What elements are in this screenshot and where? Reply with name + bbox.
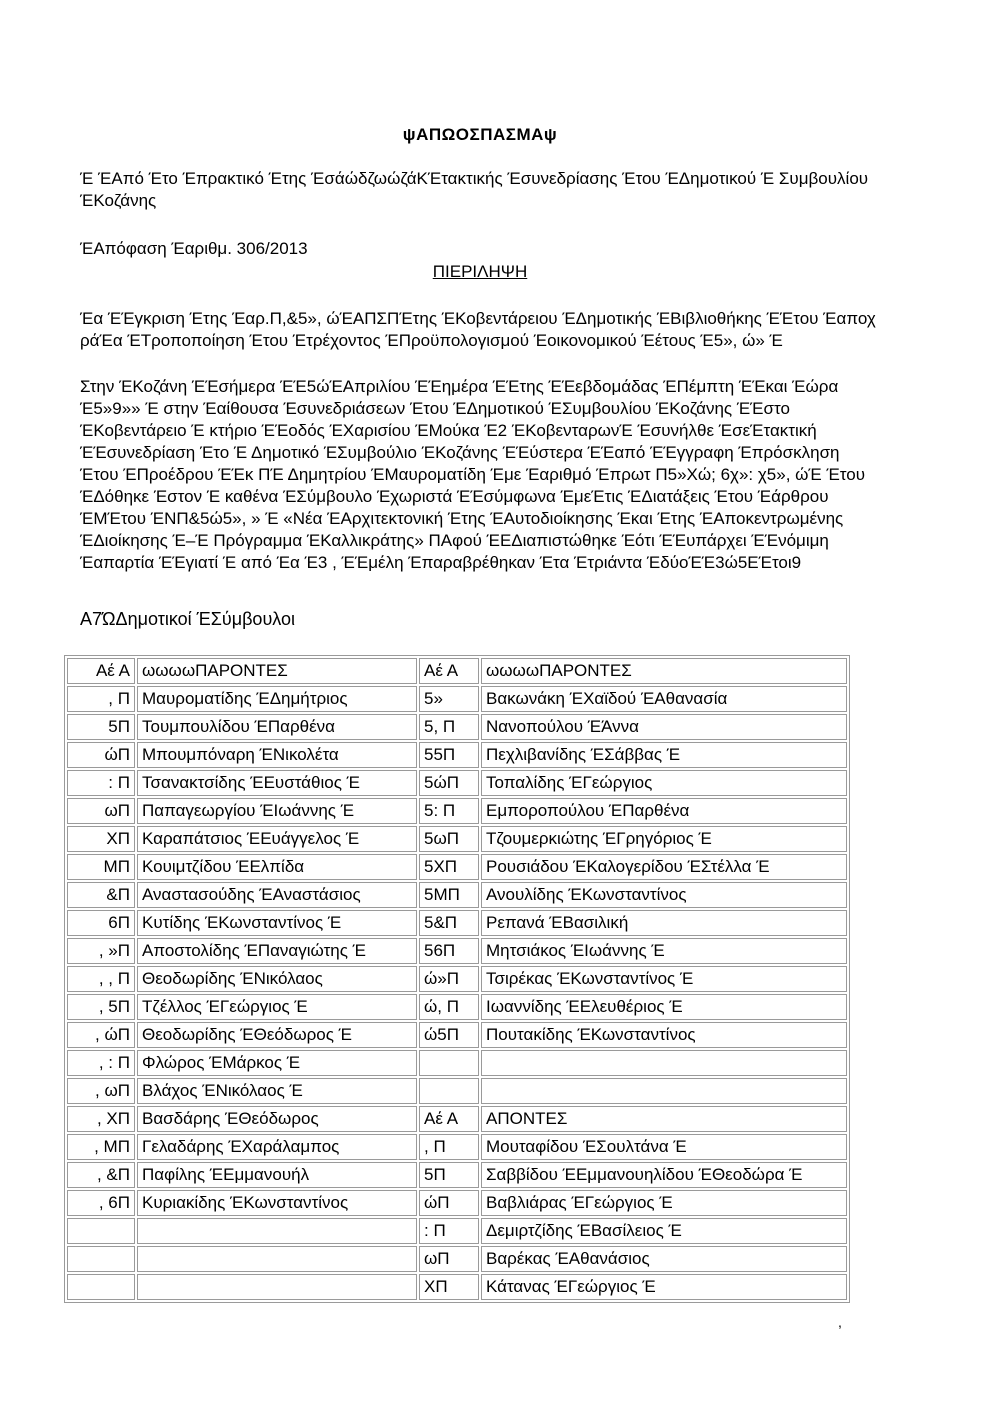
member-number-left: , &Π [67, 1162, 135, 1188]
member-name-left: Μαυροματίδης ΈΔημήτριος [137, 686, 417, 712]
table-row [67, 938, 847, 964]
member-number-right: , Π [419, 1134, 479, 1160]
table-row [67, 1134, 847, 1160]
table-row [67, 966, 847, 992]
members-table [64, 655, 850, 1303]
member-number-left: 6Π [67, 910, 135, 936]
member-number-left: 5Π [67, 714, 135, 740]
member-name-left [137, 1274, 417, 1300]
table-row [67, 686, 847, 712]
table-row [67, 1274, 847, 1300]
member-number-right: 5ώΠ [419, 770, 479, 796]
member-name-right: Ρουσιάδου ΈΚαλογερίδου ΈΣτέλλα Έ [481, 854, 847, 880]
member-name-left: Θεοδωρίδης ΈΝικόλαος [137, 966, 417, 992]
member-number-left: , Π [67, 686, 135, 712]
member-number-right: 5, Π [419, 714, 479, 740]
member-name-left: Αποστολίδης ΈΠαναγιώτης Έ [137, 938, 417, 964]
member-name-right: Δεμιρτζίδης ΈΒασίλειος Έ [481, 1218, 847, 1244]
table-row [67, 1190, 847, 1216]
member-name-left: Κουιμτζίδου ΈΕλπίδα [137, 854, 417, 880]
member-name-right: Εμποροπούλου ΈΠαρθένα [481, 798, 847, 824]
main-paragraph: Στην ΈΚοζάνη ΈΈσήμερα ΈΈ5ώΈΑπριλίου ΈΈημέρα ΈΈτης ΈΈεβδομάδας ΈΠέμπτη ΈΈκαι Έώρα Έ5»9»» Έ στην Έαίθουσα Έσυνεδριάσεων Έτου ΈΔημοτικού ΈΣυμβουλίου ΈΚοζάνης ΈΈστο ΈΚοβεντάρειο Έ κτήριο ΈΈοδός ΈΧαρισίου ΈΜούκα Έ2 ΈΚοβενταρωνΈ Έσυνήλθε ΈσεΈτακτική ΈΈσυνεδρίαση Έτο Έ Δημοτικό ΈΣυμβούλιο ΈΚοζάνης ΈΈύστερα ΈΈαπό ΈΈγγραφη Έπρόσκληση Έτου ΈΠροέδρου ΈΈκ ΠΈ Δημητρίου ΈΜαυροματίδη Έμε Έαριθμό Έπρωτ Π5»Χώ; 6χ»: χ5», ώΈ Έτου ΈΔόθηκε Έστον Έ καθένα ΈΣύμβουλο Έχωριστά ΈΈσύμφωνα ΈμεΈτις ΈΔιατάξεις Έτου Έάρθρου ΈΜΈτου ΈΝΠ&5ώ5», » Έ «Νέα ΈΑρχιτεκτονική Έτης ΈΑυτοδιοίκησης Έκαι Έτης ΈΑποκεντρωμένης ΈΔιοίκησης Έ–Έ Πρόγραμμα ΈΚαλλικράτης» ΠΑφού ΈΕΔιαπιστώθηκε Έότι ΈΈυπάρχει ΈΈνόμιμη Έαπαρτία ΈΈγιατί Έ από Έα Έ3 , ΈΈμέλη Έπαραβρέθηκαν Έτα Έτριάντα ΈδύοΈΈ3ώ5ΕΈτοι9 [80, 377, 866, 572]
member-name-left: Φλώρος ΈΜάρκος Έ [137, 1050, 417, 1076]
member-name-left: Μπουμπόναρη ΈΝικολέτα [137, 742, 417, 768]
member-name-right: ΑΠΟΝΤΕΣ [481, 1106, 847, 1132]
member-name-left: Βλάχος ΈΝικόλαος Έ [137, 1078, 417, 1104]
table-row [67, 714, 847, 740]
table-row [67, 742, 847, 768]
member-name-right: Βαβλιάρας ΈΓεώργιος Έ [481, 1190, 847, 1216]
member-number-right: ώ»Π [419, 966, 479, 992]
table-row [67, 1078, 847, 1104]
member-name-right: Τοπαλίδης ΈΓεώργιος [481, 770, 847, 796]
member-number-right: Αέ Α [419, 1106, 479, 1132]
member-number-right [419, 1078, 479, 1104]
member-number-right: ΧΠ [419, 1274, 479, 1300]
member-name-left: Τουμπουλίδου ΈΠαρθένα [137, 714, 417, 740]
table-row [67, 658, 847, 684]
member-number-right [419, 1050, 479, 1076]
document-header-title: ψΑΠΩΟΣΠΑΣΜΑψ [402, 125, 558, 144]
member-number-left: , 5Π [67, 994, 135, 1020]
table-row [67, 798, 847, 824]
member-name-right: Μητσιάκος ΈΙωάννης Έ [481, 938, 847, 964]
member-name-right: Βακωνάκη ΈΧαϊδού ΈΑθανασία [481, 686, 847, 712]
table-row [67, 770, 847, 796]
member-number-left: , ΜΠ [67, 1134, 135, 1160]
member-number-left: , , Π [67, 966, 135, 992]
member-number-right: 56Π [419, 938, 479, 964]
member-number-left: , »Π [67, 938, 135, 964]
member-name-right [481, 1078, 847, 1104]
member-name-left: ωωωωΠΑΡΟΝΤΕΣ [137, 658, 417, 684]
member-number-left: , 6Π [67, 1190, 135, 1216]
member-name-right: Σαββίδου ΈΕμμανουηλίδου ΈΘεοδώρα Έ [481, 1162, 847, 1188]
members-section-title: Α7ΏΔημοτικοί ΈΣύμβουλοι [80, 609, 296, 629]
table-row [67, 1106, 847, 1132]
member-number-right: ώ, Π [419, 994, 479, 1020]
table-row [67, 1246, 847, 1272]
member-name-left: Θεοδωρίδης ΈΘεόδωρος Έ [137, 1022, 417, 1048]
member-name-right [481, 1050, 847, 1076]
member-number-left: ΧΠ [67, 826, 135, 852]
member-number-left: , ωΠ [67, 1078, 135, 1104]
table-row [67, 882, 847, 908]
member-number-left [67, 1274, 135, 1300]
member-number-right: 5» [419, 686, 479, 712]
member-number-right: 5: Π [419, 798, 479, 824]
table-row [67, 854, 847, 880]
member-number-right: Αέ Α [419, 658, 479, 684]
member-name-left [137, 1218, 417, 1244]
member-number-right: 5ΜΠ [419, 882, 479, 908]
member-number-right: ώ5Π [419, 1022, 479, 1048]
member-number-right: ωΠ [419, 1246, 479, 1272]
member-number-left: ΜΠ [67, 854, 135, 880]
member-name-left: Κυτίδης ΈΚωνσταντίνος Έ [137, 910, 417, 936]
table-row [67, 1050, 847, 1076]
member-name-right: Ιωαννίδης ΈΕλευθέριος Έ [481, 994, 847, 1020]
members-table-body [67, 658, 847, 1300]
member-number-left: : Π [67, 770, 135, 796]
decision-number: ΈΑπόφαση Έαριθμ. 306/2013 [80, 239, 308, 258]
member-name-right: Νανοπούλου ΈΆννα [481, 714, 847, 740]
member-name-left: Τσανακτσίδης ΈΕυστάθιος Έ [137, 770, 417, 796]
subject-line: Έα ΈΈγκριση Έτης Έαρ.Π,&5», ώΈΑΠΣΠΈτης ΈΚοβεντάρειου ΈΔημοτικής ΈΒιβλιοθήκης ΈΈτου Έαποχ ράΈα ΈΤροποποίηση Έτου Έτρέχοντος ΈΠροϋπολογισμού Έοικονομικού Έέτους Έ5», ώ» Έ [80, 309, 876, 350]
member-number-right: 5ΧΠ [419, 854, 479, 880]
table-row [67, 1218, 847, 1244]
member-name-left: Βασδάρης ΈΘεόδωρος [137, 1106, 417, 1132]
member-number-left: ωΠ [67, 798, 135, 824]
member-number-left [67, 1246, 135, 1272]
member-name-left: Γελαδάρης ΈΧαράλαμπος [137, 1134, 417, 1160]
member-name-left: Παφίλης ΈΕμμανουήλ [137, 1162, 417, 1188]
member-number-right: 5Π [419, 1162, 479, 1188]
member-number-left [67, 1218, 135, 1244]
member-name-left [137, 1246, 417, 1272]
table-row [67, 994, 847, 1020]
page-number: , [838, 1314, 842, 1330]
table-row [67, 826, 847, 852]
member-name-right: ωωωωΠΑΡΟΝΤΕΣ [481, 658, 847, 684]
member-number-left: , : Π [67, 1050, 135, 1076]
member-name-right: Τζουμερκιώτης ΈΓρηγόριος Έ [481, 826, 847, 852]
member-number-right: 5&Π [419, 910, 479, 936]
member-name-left: Καραπάτσιος ΈΕυάγγελος Έ [137, 826, 417, 852]
intro-paragraph: Έ ΈΑπό Έτο Έπρακτικό Έτης ΈσάώδζωώζάΚΈτακτικής Έσυνεδρίασης Έτου ΈΔημοτικού Έ Συμβουλίου ΈΚοζάνης [80, 169, 869, 210]
member-number-left: Αέ Α [67, 658, 135, 684]
member-name-right: Κάτανας ΈΓεώργιος Έ [481, 1274, 847, 1300]
member-name-right: Πεχλιβανίδης ΈΣάββας Έ [481, 742, 847, 768]
member-name-right: Τσιρέκας ΈΚωνσταντίνος Έ [481, 966, 847, 992]
table-row [67, 1022, 847, 1048]
member-number-left: ώΠ [67, 742, 135, 768]
member-name-right: Ρεπανά ΈΒασιλική [481, 910, 847, 936]
member-name-left: Κυριακίδης ΈΚωνσταντίνος [137, 1190, 417, 1216]
member-number-right: : Π [419, 1218, 479, 1244]
summary-title: ΠΙΕΡΙΛΗΨΗ [432, 262, 528, 281]
member-number-right: ώΠ [419, 1190, 479, 1216]
member-number-left: &Π [67, 882, 135, 908]
table-row [67, 1162, 847, 1188]
member-number-left: , ΧΠ [67, 1106, 135, 1132]
member-number-right: 55Π [419, 742, 479, 768]
member-name-right: Μουταφίδου ΈΣουλτάνα Έ [481, 1134, 847, 1160]
table-row [67, 910, 847, 936]
member-name-left: Τζέλλος ΈΓεώργιος Έ [137, 994, 417, 1020]
member-number-right: 5ωΠ [419, 826, 479, 852]
member-name-right: Ανουλίδης ΈΚωνσταντίνος [481, 882, 847, 908]
member-name-left: Παπαγεωργίου ΈΙωάννης Έ [137, 798, 417, 824]
member-number-left: , ώΠ [67, 1022, 135, 1048]
member-name-right: Βαρέκας ΈΑθανάσιος [481, 1246, 847, 1272]
member-name-left: Αναστασούδης ΈΑναστάσιος [137, 882, 417, 908]
member-name-right: Πουτακίδης ΈΚωνσταντίνος [481, 1022, 847, 1048]
